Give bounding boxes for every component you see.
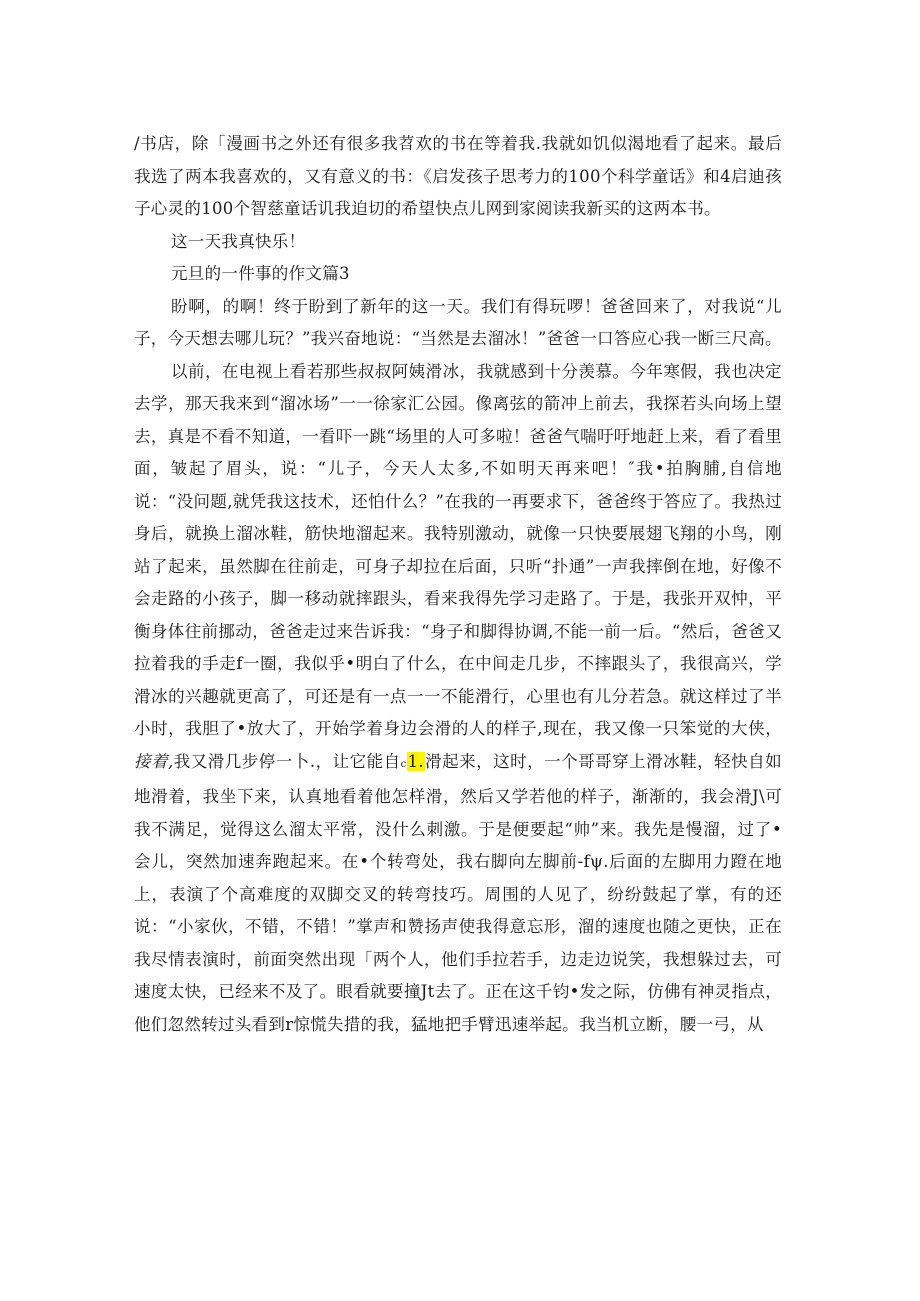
document-body (134, 128, 782, 1041)
paragraph-new-year: 盼啊，的啊！终于盼到了新年的这一天。我们有得玩啰！爸爸回来了，对我说“儿子，今天想去哪儿玩？”我兴奋地说：“当然是去溜冰！”爸爸一口答应心我一断三尺高。 (134, 296, 782, 348)
paragraph-bookstore: /书店，除「漫画书之外还有很多我苕欢的书在等着我.我就如饥似渴地看了起来。最后我选了两本我喜欢的，又有意义的书：《启发孩子思考力的100个科学童话》和4启迪孩子心灵的100个智慈童话讥我迫切的希望快点儿网到家阅读我新买的这两本书。 (134, 134, 782, 218)
skating-text-sub: c (400, 758, 407, 770)
highlighted-marker: 1. (407, 751, 424, 771)
paragraph-happy-day: 这一天我真快乐！ (171, 231, 306, 251)
skating-text-part-3: 滑起来，这时，一个哥哥穿上滑冰鞋，轻快自如地滑着，我坐下来，认真地看着他怎样滑，然后又学若他的样子，渐渐的，我会滑J\可我不满足，觉得这么溜太平常，没什么刺激。于是便要起“帅”来。我先是慢溜，过了•会儿，突然加速奔跑起来。在•个转弯处，我右脚向左脚前-fψ.后面的左脚用力蹬在地上，表演了个高难度的双脚交叉的转弯技巧。周围的人见了，纷纷鼓起了掌，有的还说：“小家伙，不错，不错！”掌声和赞扬声使我得意忘形，溜的速度也随之更快，正在我尽情表演时，前面突然出现「两个人，他们手拉若手，边走边说笑，我想躲过去，可速度太快，已经来不及了。眼看就要撞Jt去了。正在这千钧•发之际，仿佛有神灵指点，他们忽然转过头看到r惊慌失措的我，猛地把手臂迅速举起。我当机立断，腰一弓，从 (134, 751, 782, 1034)
skating-text-italic: 接着, (134, 751, 174, 771)
skating-text-part-1: 以前，在电视上看若那些叔叔阿姨滑冰，我就感到十分羡慕。今年寒假，我也决定去学，那天我来到“溜冰场”一一徐家汇公园。像离弦的箭冲上前去，我探若头向场上望去，真是不看不知道，一看吓一跳“场里的人可多啦！爸爸气喘吁吁地赶上来，看了看里面，皱起了眉头，说：“儿子，今天人太多,不如明天再来吧！″我•拍胸脯,自信地说：“没问题,就凭我这技术，还怕什么？”在我的一再要求下，爸爸终于答应了。我热过身后，就换上溜冰鞋，筋快地溜起来。我特别激动，就像一只快要展翅飞翔的小鸟，刚站了起来，虽然脚在往前走，可身子却拉在后面，只听“扑通”一声我摔倒在地，好像不会走路的小孩子，脚一移动就摔跟头，看来我得先学习走路了。于是，我张开双忡，平衡身体往前挪动，爸爸走过来告诉我：“身子和脚得协调,不能一前一后。“然后，爸爸又拉着我的手走f一圈，我似乎•明白了什么，在中间走几步，不摔跟头了，我很高兴，学滑冰的兴趣就更高了，可还是有一点一一不能滑行，心里也有儿分若急。就这样过了半小时，我胆了•放大了，开始学着身边会滑的人的样子,现在，我又像一只笨觉的大侠， (134, 361, 782, 738)
section-heading: 元旦的一件事的作文篇3 (171, 264, 350, 283)
skating-text-part-2: 我又滑几步停一卜.，让它能自 (173, 751, 401, 771)
paragraph-skating (134, 356, 782, 1042)
